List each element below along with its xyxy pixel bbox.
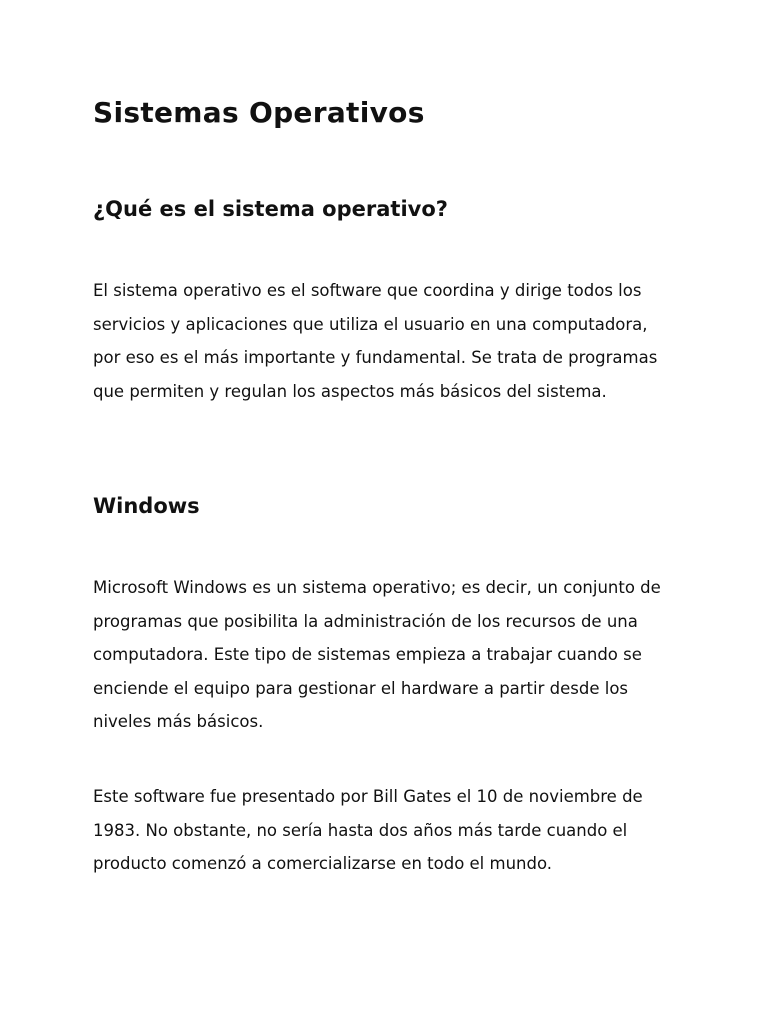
section-heading-windows: Windows <box>93 494 200 518</box>
paragraph-definition: El sistema operativo es el software que coordina y dirige todos los servicios y aplicaciones que utiliza el usuario en una computadora, por eso es el más importante y fundamental. Se trata de programas que permiten y regulan los aspectos más básicos del sistema. <box>93 281 658 401</box>
paragraph-windows-history: Este software fue presentado por Bill Gates el 10 de noviembre de 1983. No obstante, no sería hasta dos años más tarde cuando el producto comenzó a comercializarse en todo el mundo. <box>93 787 643 873</box>
page-title: Sistemas Operativos <box>93 96 425 129</box>
section-heading-que-es: ¿Qué es el sistema operativo? <box>93 197 448 221</box>
paragraph-windows-definition: Microsoft Windows es un sistema operativo; es decir, un conjunto de programas que posibilita la administración de los recursos de una computadora. Este tipo de sistemas empieza a trabajar cuando se enciende el equipo para gestionar el hardware a partir desde los niveles más básicos. <box>93 578 661 731</box>
